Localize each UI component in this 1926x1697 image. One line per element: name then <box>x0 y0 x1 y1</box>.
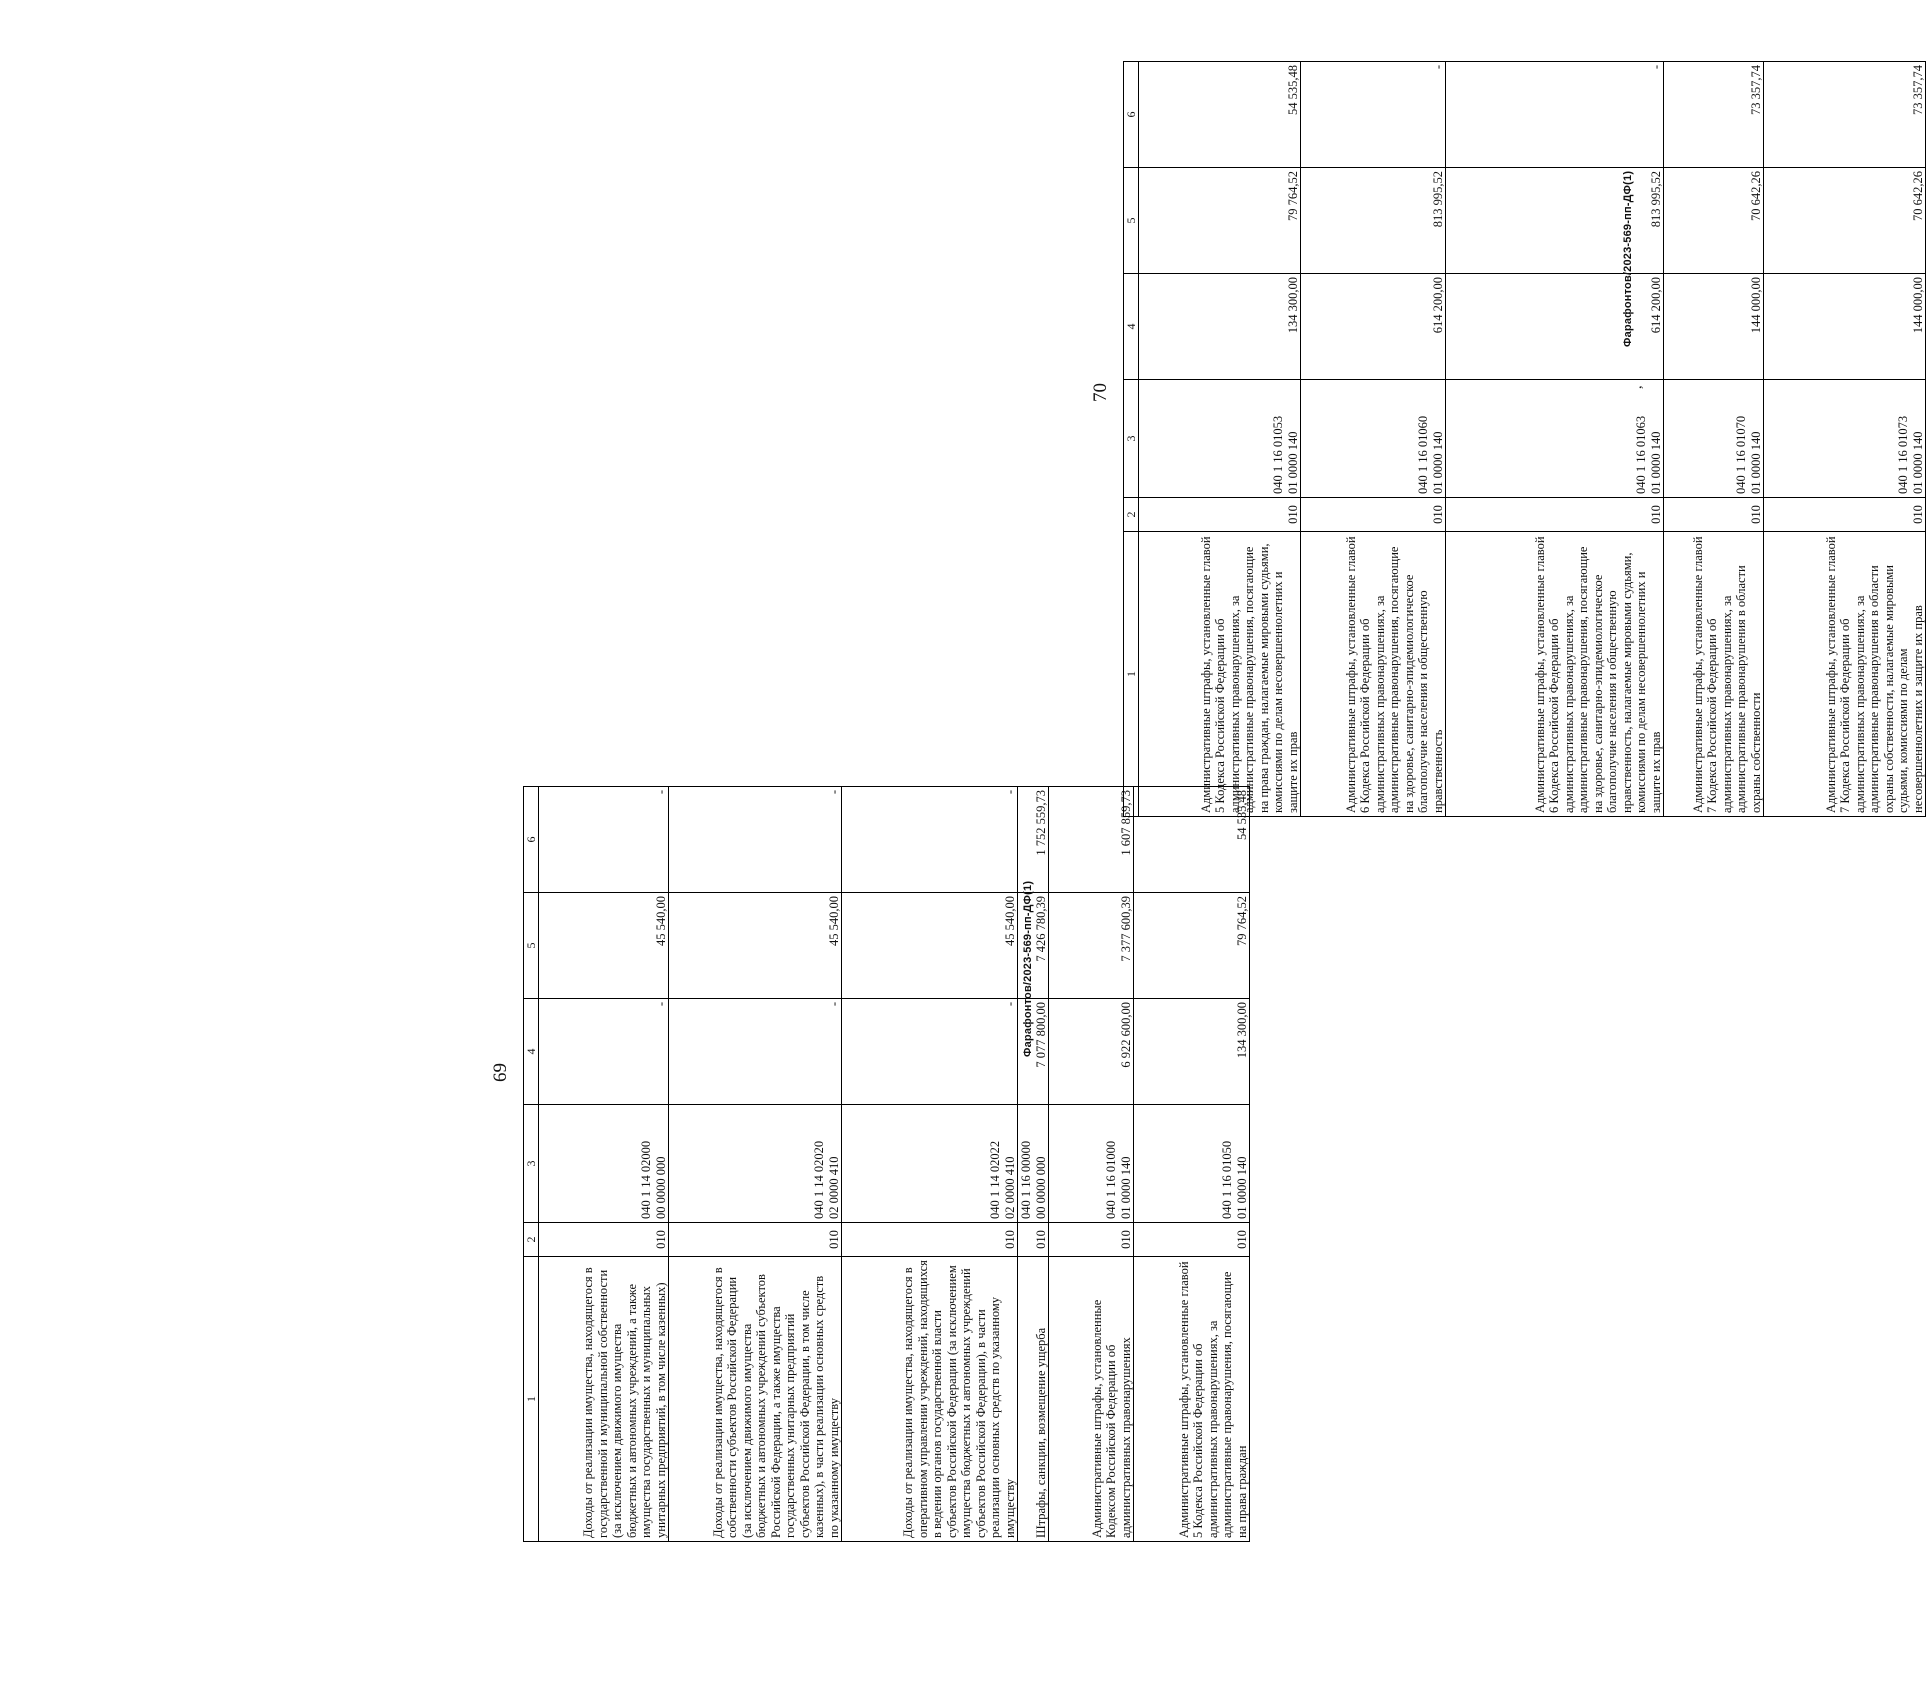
row-name: Административные штрафы, установленные главой 7 Кодекса Российской Федерации об административных правонарушениях, за административные правонарушения в области охраны собственности, налагаемые мировыми судьями, комиссиями по делам несовершеннолетних и защите их прав <box>1764 532 1926 817</box>
column-header: 1 <box>524 1257 539 1542</box>
row-value-fact: 70 642,26 <box>1664 168 1764 274</box>
row-value-diff: - <box>669 787 842 893</box>
revenue-table <box>1123 61 1926 817</box>
row-kbk: 040 1 16 00000 00 0000 000 <box>1018 1105 1049 1223</box>
row-code: 010 <box>1446 498 1664 532</box>
footer-doc-id: Фарафонтов/2023-569-пп-ДФ(1) <box>1022 880 1034 1057</box>
row-value-plan: 614 200,00 <box>1301 274 1446 380</box>
row-code: 010 <box>1134 1223 1250 1257</box>
column-header: 4 <box>1124 274 1139 380</box>
row-kbk: 040 1 16 01050 01 0000 140 <box>1134 1105 1250 1223</box>
row-code: 010 <box>669 1223 842 1257</box>
row-kbk: 040 1 16 01053 01 0000 140 <box>1139 380 1301 498</box>
row-value-plan: - <box>842 999 1018 1105</box>
row-value-fact: 45 540,00 <box>539 893 669 999</box>
row-value-fact: 45 540,00 <box>669 893 842 999</box>
row-value-plan: 134 300,00 <box>1139 274 1301 380</box>
row-code: 010 <box>1664 498 1764 532</box>
table-header-row <box>524 787 539 1542</box>
row-value-plan: - <box>539 999 669 1105</box>
row-value-plan: 7 077 800,00 <box>1018 999 1049 1105</box>
row-value-fact: 79 764,52 <box>1139 168 1301 274</box>
row-value-diff: - <box>1301 62 1446 168</box>
row-name: Доходы от реализации имущества, находящегося в собственности субъектов Российской Федерации (за исключением движимого имущества бюджетных и автономных учреждений субъектов Российской Федерации, а также имущества государственных унитарных предприятий субъектов Российской Федерации, в том числе казенных), в части реализации основных средств по указанному имуществу <box>669 1257 842 1542</box>
row-kbk: 040 1 14 02000 00 0000 000 <box>539 1105 669 1223</box>
row-code: 010 <box>539 1223 669 1257</box>
stray-mark: , <box>1630 385 1645 389</box>
row-value-plan: 144 000,00 <box>1764 274 1926 380</box>
row-kbk: 040 1 16 01070 01 0000 140 <box>1664 380 1764 498</box>
row-value-diff: - <box>842 787 1018 893</box>
row-value-fact: 7 377 600,39 <box>1049 893 1134 999</box>
row-value-diff: 54 535,48 <box>1139 62 1301 168</box>
row-code: 010 <box>1301 498 1446 532</box>
column-header: 2 <box>1124 498 1139 532</box>
row-value-fact: 45 540,00 <box>842 893 1018 999</box>
column-header: 4 <box>524 999 539 1105</box>
row-value-plan: 144 000,00 <box>1664 274 1764 380</box>
row-value-diff: - <box>539 787 669 893</box>
row-value-diff: 73 357,74 <box>1764 62 1926 168</box>
row-value-diff: 54 535,48 <box>1134 787 1250 893</box>
table-row <box>1301 62 1446 817</box>
footer-doc-id: Фарафонтов/2023-569-пп-ДФ(1) <box>1622 170 1634 347</box>
column-header: 3 <box>524 1105 539 1223</box>
row-value-fact: 79 764,52 <box>1134 893 1250 999</box>
row-value-diff: 73 357,74 <box>1664 62 1764 168</box>
row-value-fact: 813 995,52 <box>1446 168 1664 274</box>
row-code: 010 <box>1049 1223 1134 1257</box>
page-number: 70 <box>1090 383 1111 402</box>
row-value-plan: 614 200,00 <box>1446 274 1664 380</box>
row-value-diff: 1 752 559,73 <box>1018 787 1049 893</box>
table-header-row <box>1124 62 1139 817</box>
row-name: Штрафы, санкции, возмещение ущерба <box>1018 1257 1049 1542</box>
column-header: 2 <box>524 1223 539 1257</box>
row-name: Административные штрафы, установленные Кодексом Российской Федерации об административных правонарушениях <box>1049 1257 1134 1542</box>
row-code: 010 <box>1018 1223 1049 1257</box>
row-code: 010 <box>1764 498 1926 532</box>
row-value-diff: - <box>1446 62 1664 168</box>
column-header: 1 <box>1124 532 1139 817</box>
row-name: Административные штрафы, установленные главой 5 Кодекса Российской Федерации об административных правонарушениях, за административные правонарушения, посягающие на права граждан, налагаемые мировыми судьями, комиссиями по делам несовершеннолетних и защите их прав <box>1139 532 1301 817</box>
table-row <box>1764 62 1926 817</box>
row-value-plan: 134 300,00 <box>1134 999 1250 1105</box>
row-code: 010 <box>842 1223 1018 1257</box>
row-name: Доходы от реализации имущества, находящегося в оперативном управлении учреждений, находящихся в ведении органов государственной власти субъектов Российской Федерации (за исключением имущества бюджетных и автономных учреждений субъектов Российской Федерации), в части реализации основных средств по указанному имуществу <box>842 1257 1018 1542</box>
column-header: 5 <box>524 893 539 999</box>
column-header: 6 <box>524 787 539 893</box>
row-name: Административные штрафы, установленные главой 6 Кодекса Российской Федерации об административных правонарушениях, за административные правонарушения, посягающие на здоровье, санитарно-эпидемиологическое благополучие населения и общественную нравственность, налагаемые мировыми судьями, комиссиями по делам несовершеннолетних и защите их прав <box>1446 532 1664 817</box>
row-code: 010 <box>1139 498 1301 532</box>
row-kbk: 040 1 16 01000 01 0000 140 <box>1049 1105 1134 1223</box>
row-value-plan: - <box>669 999 842 1105</box>
row-value-fact: 70 642,26 <box>1764 168 1926 274</box>
table-row <box>1139 62 1301 817</box>
page-70 <box>600 0 1925 1697</box>
row-value-fact: 7 426 780,39 <box>1018 893 1049 999</box>
row-value-fact: 813 995,52 <box>1301 168 1446 274</box>
table-row <box>1664 62 1764 817</box>
row-kbk: 040 1 14 02022 02 0000 410 <box>842 1105 1018 1223</box>
page-number: 69 <box>490 1063 511 1082</box>
row-kbk: 040 1 14 02020 02 0000 410 <box>669 1105 842 1223</box>
column-header: 5 <box>1124 168 1139 274</box>
row-kbk: 040 1 16 01060 01 0000 140 <box>1301 380 1446 498</box>
column-header: 3 <box>1124 380 1139 498</box>
row-value-plan: 6 922 600,00 <box>1049 999 1134 1105</box>
row-name: Административные штрафы, установленные главой 5 Кодекса Российской Федерации об административных правонарушениях, за административные правонарушения, посягающие на права граждан <box>1134 1257 1250 1542</box>
row-name: Административные штрафы, установленные главой 6 Кодекса Российской Федерации об административных правонарушениях, за административные правонарушения, посягающие на здоровье, санитарно-эпидемиологическое благополучие населения и общественную нравственность <box>1301 532 1446 817</box>
row-kbk: 040 1 16 01073 01 0000 140 <box>1764 380 1926 498</box>
row-kbk: 040 1 16 01063 01 0000 140 <box>1446 380 1664 498</box>
row-value-diff: 1 607 859,73 <box>1049 787 1134 893</box>
row-name: Доходы от реализации имущества, находящегося в государственной и муниципальной собственности (за исключением движимого имущества бюджетных и автономных учреждений, а также имущества государственных и муниципальных унитарных предприятий, в том числе казенных) <box>539 1257 669 1542</box>
column-header: 6 <box>1124 62 1139 168</box>
row-name: Административные штрафы, установленные главой 7 Кодекса Российской Федерации об административных правонарушениях, за административные правонарушения в области охраны собственности <box>1664 532 1764 817</box>
